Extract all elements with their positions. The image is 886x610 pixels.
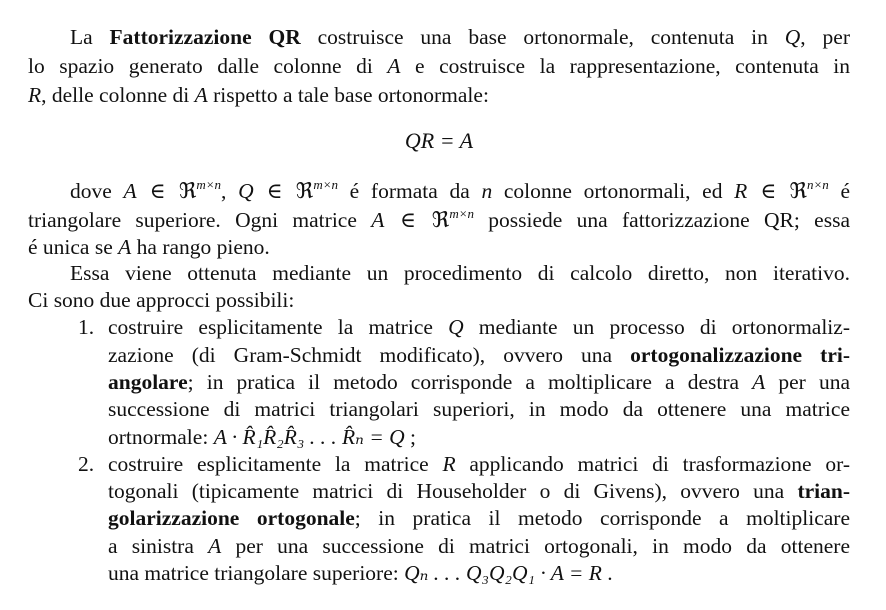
text: togonali (tipicamente matrici di Householder o di Givens), ovvero una	[108, 479, 798, 503]
math-var: R	[734, 179, 748, 203]
math-var: n	[481, 179, 493, 203]
text: ,	[221, 179, 239, 203]
list-item-2-line-4	[108, 533, 850, 559]
math-set: ∈ ℜ	[136, 179, 197, 204]
math-var: A	[194, 83, 208, 107]
text: .	[601, 561, 613, 585]
text: applicando matrici di trasformazione or-	[455, 452, 850, 476]
list-item-1-line-5	[108, 424, 850, 450]
list-item-1-line-3	[108, 369, 850, 395]
list-item-1-line-1	[108, 314, 850, 340]
text: costruire esplicitamente la matrice	[108, 315, 449, 339]
text: é	[828, 179, 851, 203]
bold-term: trian-	[797, 479, 850, 503]
math-var: R	[28, 83, 42, 107]
text: ; in pratica il metodo corrisponde a moltiplicare	[354, 506, 850, 530]
text: colonne ortonormali, ed	[492, 179, 735, 203]
inline-equation: Qₙ . . . Q₃Q₂Q₁ · A = R	[404, 561, 602, 585]
math-var: A	[752, 370, 766, 394]
paragraph-2-line-3	[28, 234, 850, 260]
math-set: ∈ ℜ	[384, 208, 450, 233]
list-item-2-line-2	[108, 478, 850, 504]
math-var: A	[208, 534, 222, 558]
text: triangolare superiore. Ogni matrice	[28, 208, 372, 232]
text: ortnormale:	[108, 425, 214, 449]
math-set: ∈ ℜ	[253, 179, 314, 204]
text: costruisce una base ortonormale, contenuta in	[300, 25, 785, 49]
text: per una successione di matrici ortogonali, in modo da ottenere	[221, 534, 850, 558]
list-item-1-line-2	[108, 342, 850, 368]
text: una matrice triangolare superiore:	[108, 561, 405, 585]
list-item-2-line-3	[108, 505, 850, 531]
paragraph-2-line-1	[28, 178, 850, 204]
text: , per	[800, 25, 850, 49]
math-var: R	[442, 452, 456, 476]
text: lo spazio generato dalle colonne di	[28, 54, 388, 78]
math-var: A	[387, 54, 401, 78]
bold-term: golarizzazione ortogonale	[108, 506, 355, 530]
list-item-2-line-1	[108, 451, 850, 477]
text: ; in pratica il metodo corrisponde a moltiplicare a destra	[187, 370, 753, 394]
list-number: 2.	[78, 452, 95, 476]
text: a sinistra	[108, 534, 209, 558]
bold-term: Fattorizzazione QR	[109, 25, 301, 49]
paragraph-3-line-2: Ci sono due approcci possibili:	[28, 288, 295, 312]
text: possiede una fattorizzazione QR; essa	[473, 208, 851, 232]
paragraph-3-line-1: Essa viene ottenuta mediante un procedimento di calcolo diretto, non iterativo.	[70, 261, 850, 285]
text: zazione (di Gram-Schmidt modificato), ovvero una	[108, 343, 631, 367]
math-var: A	[123, 179, 137, 203]
bold-term: angolare	[108, 370, 188, 394]
list-item-2-line-5	[108, 560, 850, 586]
text: dove	[70, 179, 124, 203]
text: , delle colonne di	[41, 83, 195, 107]
math-exponent: m×n	[449, 206, 474, 221]
text: é formata da	[338, 179, 482, 203]
paragraph-1-line-1	[28, 24, 850, 50]
text: costruire esplicitamente la matrice	[108, 452, 443, 476]
paragraph-1-line-3	[28, 82, 850, 108]
inline-equation: A · R̂₁R̂₂R̂₃ . . . R̂ₙ = Q	[213, 425, 405, 449]
math-var: Q	[448, 315, 464, 339]
text: La	[70, 25, 110, 49]
math-exponent: m×n	[196, 177, 222, 192]
text: per una	[765, 370, 850, 394]
list-number: 1.	[78, 315, 95, 339]
paragraph-2-line-2	[28, 207, 850, 233]
list-item-1-line-4: successione di matrici triangolari superiori, in modo da ottenere una matrice	[108, 397, 850, 421]
text: ;	[404, 425, 416, 449]
math-var: Q	[784, 25, 801, 49]
math-exponent: n×n	[807, 177, 829, 192]
paragraph-1-line-2	[28, 53, 850, 79]
math-var: Q	[238, 179, 254, 203]
math-var: A	[118, 235, 132, 259]
text: e costruisce la rappresentazione, contenuta in	[400, 54, 850, 78]
text: é unica se	[28, 235, 119, 259]
text: rispetto a tale base ortonormale:	[207, 83, 489, 107]
math-exponent: m×n	[313, 177, 338, 192]
math-set: ∈ ℜ	[747, 179, 808, 204]
text: ha rango pieno.	[131, 235, 270, 259]
math-var: A	[371, 208, 385, 232]
bold-term: ortogonalizzazione tri-	[630, 343, 851, 367]
text: mediante un processo di ortonormaliz-	[463, 315, 850, 339]
display-equation: QR = A	[404, 128, 474, 153]
